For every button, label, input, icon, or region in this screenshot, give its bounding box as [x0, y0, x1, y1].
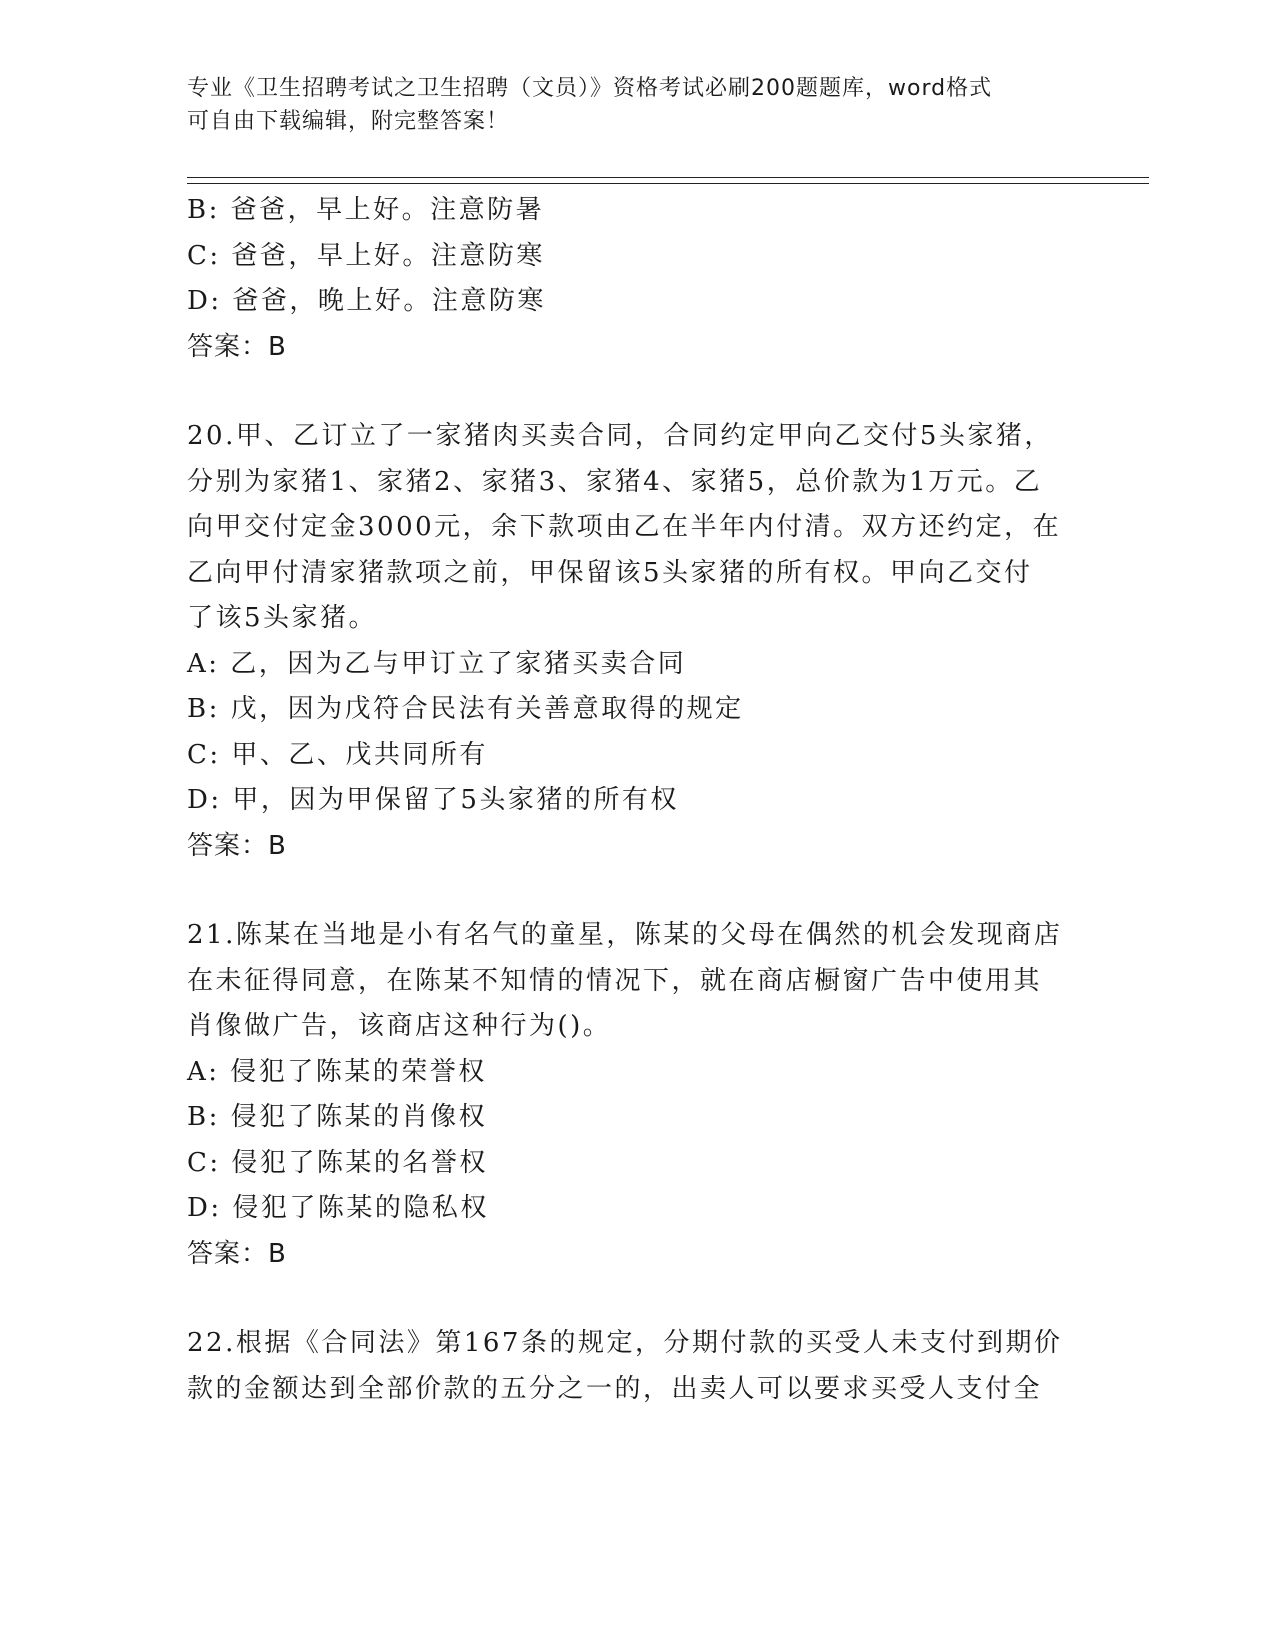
question-20 — [187, 414, 1087, 869]
document-header — [187, 72, 1067, 138]
question-22 — [187, 1321, 1087, 1412]
question-content — [187, 188, 1087, 1412]
question-stem-line: 20.甲、乙订立了一家猪肉买卖合同，合同约定甲向乙交付5头家猪， — [187, 421, 1053, 451]
question-stem-line: 款的金额达到全部价款的五分之一的，出卖人可以要求买受人支付全 — [187, 1373, 1043, 1404]
header-line-2: 可自由下载编辑，附完整答案！ — [187, 109, 510, 134]
option-b: B: 爸爸，早上好。注意防暑 — [187, 195, 545, 225]
option-c: C: 甲、乙、戊共同所有 — [187, 739, 488, 770]
option-b: B: 戊，因为戊符合民法有关善意取得的规定 — [187, 694, 744, 724]
question-21 — [187, 913, 1087, 1277]
question-stem-line: 向甲交付定金3000元，余下款项由乙在半年内付清。双方还约定，在 — [187, 512, 1062, 542]
question-stem-line: 分别为家猪1、家猪2、家猪3、家猪4、家猪5，总价款为1万元。乙 — [187, 466, 1043, 497]
option-a: A: 乙，因为乙与甲订立了家猪买卖合同 — [187, 648, 687, 679]
header-line-1: 专业《卫生招聘考试之卫生招聘（文员）》资格考试必刷200题题库，word格式 — [187, 76, 993, 101]
header-divider-bottom — [187, 183, 1149, 184]
option-a: A: 侵犯了陈某的荣誉权 — [187, 1056, 487, 1087]
question-19 — [187, 188, 1087, 370]
question-stem-line: 了该5头家猪。 — [187, 603, 378, 633]
question-stem-line: 乙向甲付清家猪款项之前，甲保留该5头家猪的所有权。甲向乙交付 — [187, 557, 1033, 588]
question-stem-line: 22.根据《合同法》第167条的规定，分期付款的买受人未支付到期价 — [187, 1328, 1063, 1358]
option-d: D: 甲，因为甲保留了5头家猪的所有权 — [187, 785, 679, 815]
header-divider-top — [187, 177, 1149, 178]
question-stem-line: 21.陈某在当地是小有名气的童星，陈某的父母在偶然的机会发现商店 — [187, 920, 1063, 950]
question-stem-line: 肖像做广告，该商店这种行为()。 — [187, 1011, 612, 1041]
answer: 答案：B — [187, 331, 287, 362]
option-d: D: 侵犯了陈某的隐私权 — [187, 1193, 489, 1223]
answer: 答案：B — [187, 1238, 287, 1269]
answer: 答案：B — [187, 830, 287, 861]
option-c: C: 爸爸，早上好。注意防寒 — [187, 240, 545, 271]
option-d: D: 爸爸，晚上好。注意防寒 — [187, 286, 546, 316]
question-stem-line: 在未征得同意，在陈某不知情的情况下，就在商店橱窗广告中使用其 — [187, 965, 1043, 996]
option-c: C: 侵犯了陈某的名誉权 — [187, 1147, 488, 1178]
option-b: B: 侵犯了陈某的肖像权 — [187, 1102, 488, 1132]
